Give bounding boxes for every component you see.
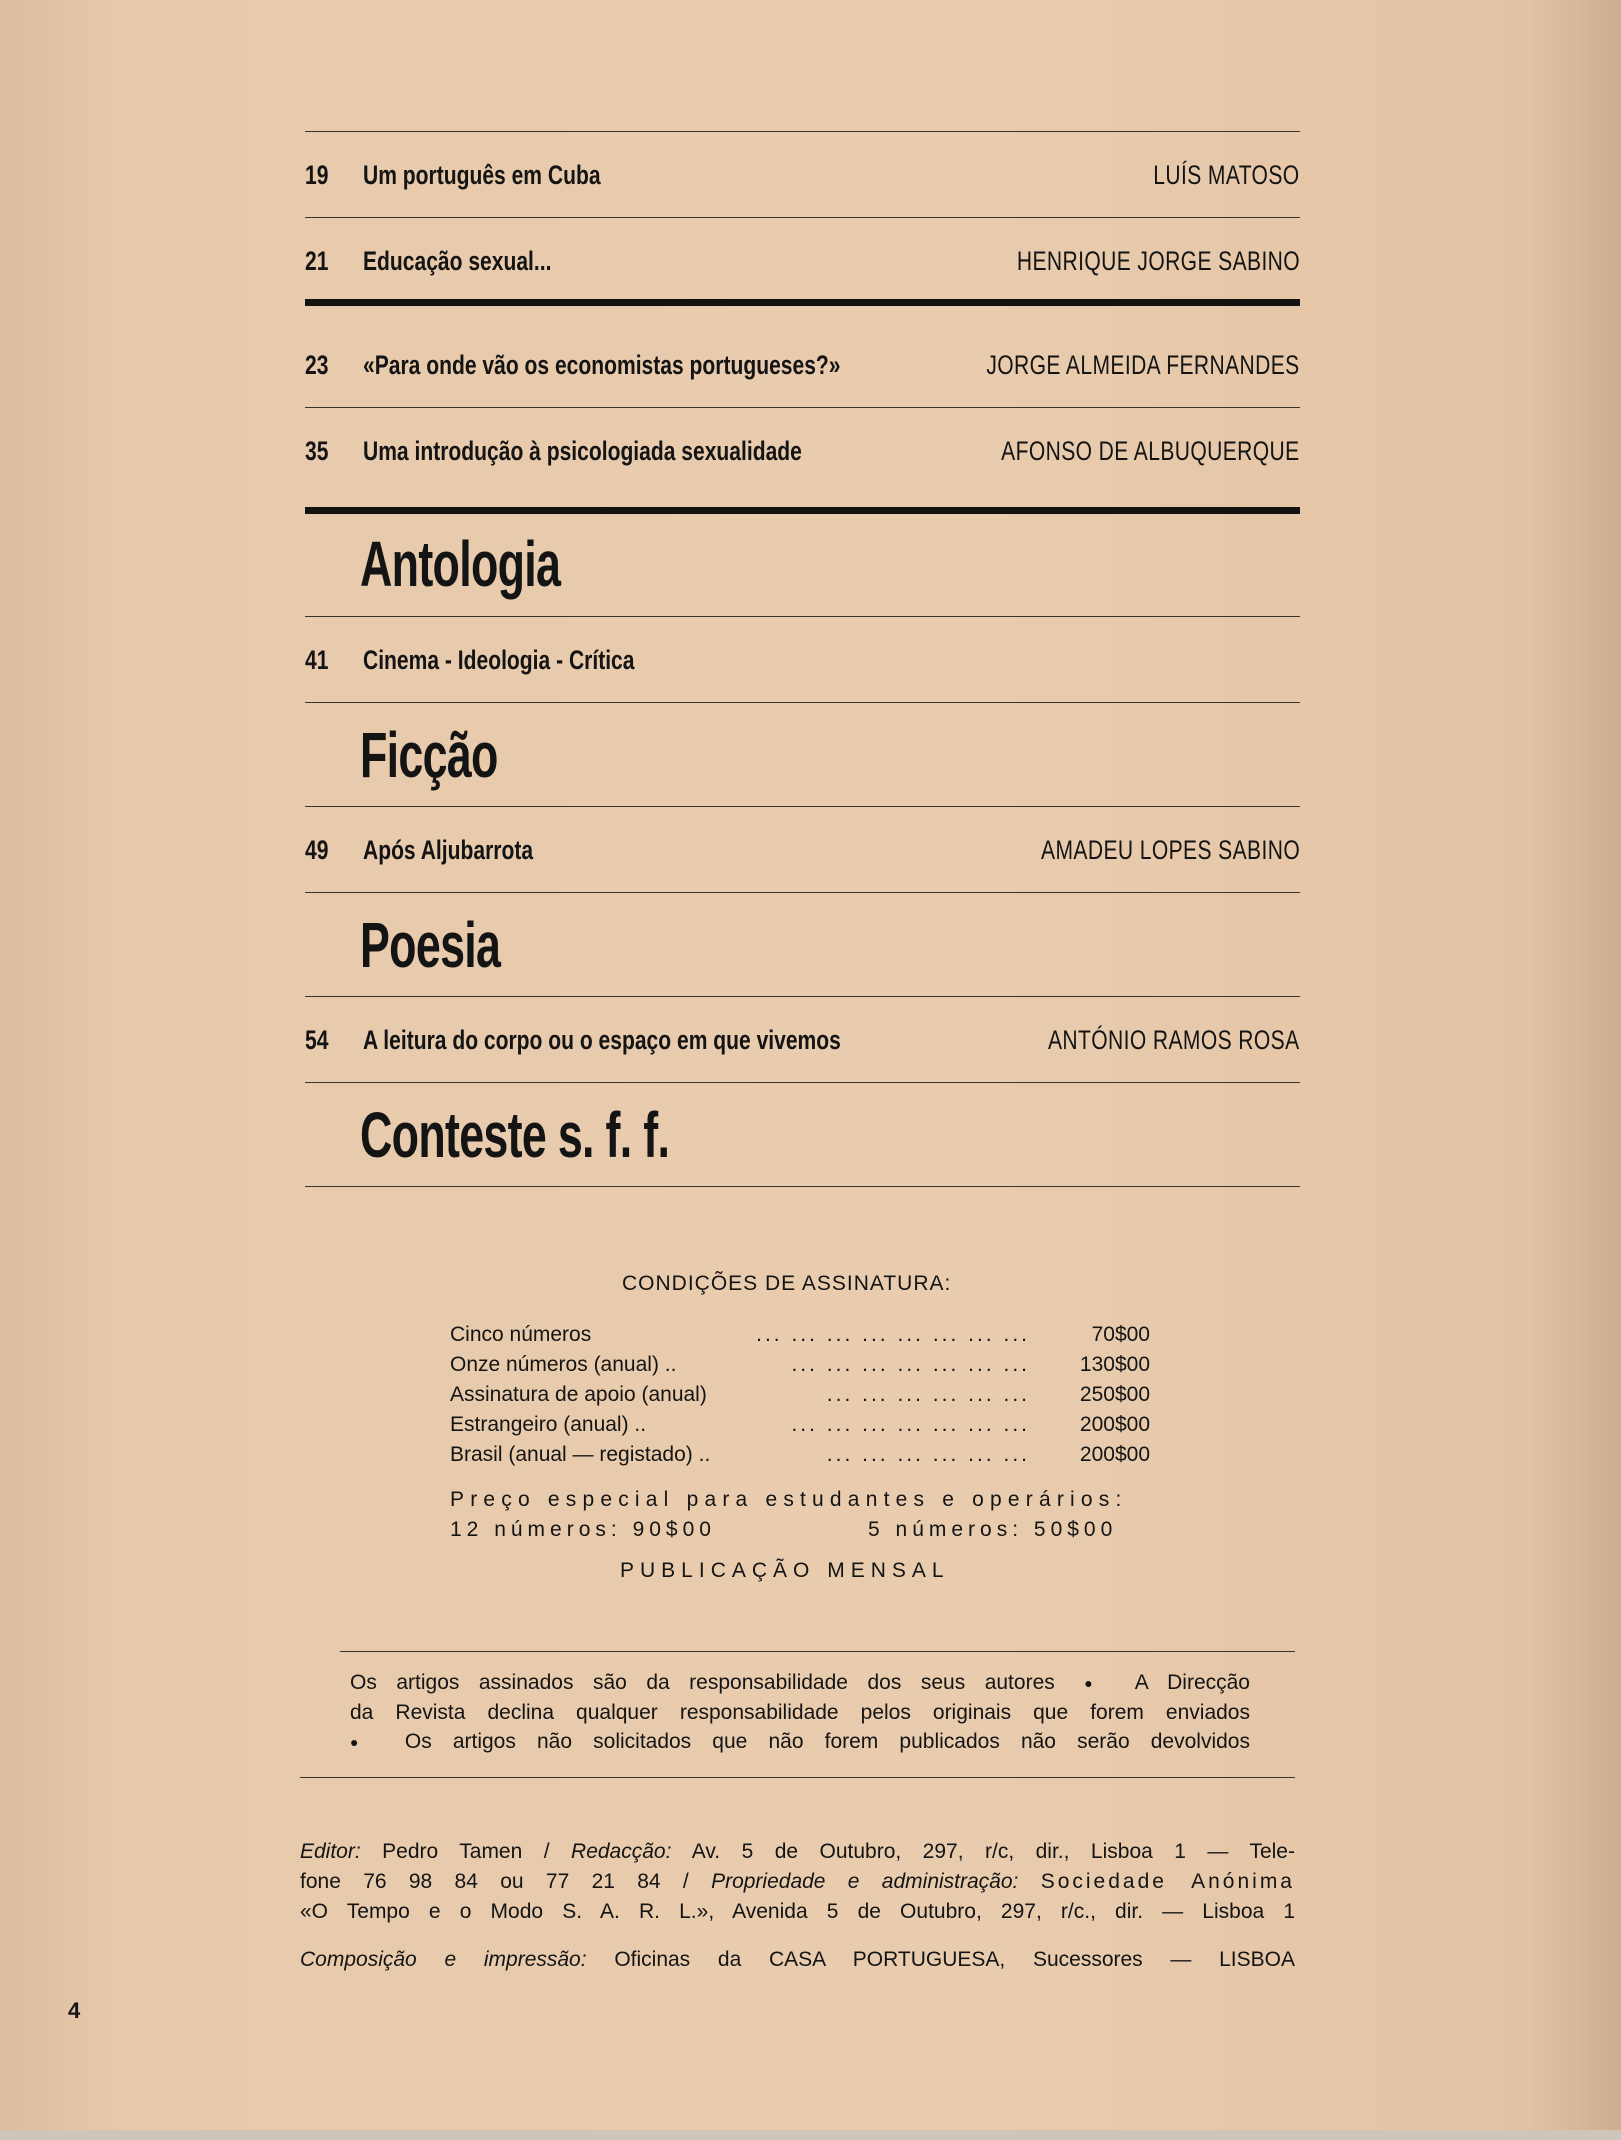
divider — [300, 1777, 1295, 1778]
toc-author: ANTÓNIO RAMOS ROSA — [1048, 1025, 1300, 1055]
toc-entry[interactable] — [305, 1020, 1300, 1060]
price-row — [450, 1320, 1150, 1350]
price-value: 130$00 — [1079, 1353, 1150, 1376]
toc-title: Educação sexual... — [363, 245, 552, 276]
notice-line: ● Os artigos não solicitados que não forem publicados não serão devolvidos — [350, 1729, 1250, 1753]
subscription-title: CONDIÇÕES DE ASSINATURA: — [622, 1272, 952, 1295]
toc-author: JORGE ALMEIDA FERNANDES — [986, 350, 1300, 380]
toc-entry[interactable] — [305, 345, 1300, 385]
editor-line: Composição e impressão: Oficinas da CASA PORTUGUESA, Sucessores — LISBOA — [300, 1948, 1295, 1971]
special-price-left: 12 números: 90$00 — [450, 1518, 716, 1541]
special-price-right: 5 números: 50$00 — [868, 1518, 1118, 1541]
section-heading-conteste: Conteste s. f. f. — [360, 1099, 670, 1171]
price-row — [450, 1380, 1150, 1410]
divider — [340, 1651, 1295, 1652]
price-value: 200$00 — [1079, 1413, 1150, 1436]
toc-title: A leitura do corpo ou o espaço em que vivemos — [363, 1024, 841, 1055]
toc-page-number: 49 — [305, 834, 329, 865]
toc-author: AMADEU LOPES SABINO — [1040, 835, 1300, 865]
notice-block — [350, 1668, 1250, 1757]
price-label: Assinatura de apoio (anual) — [450, 1383, 707, 1406]
toc-entry[interactable] — [305, 431, 1300, 471]
toc-title: Cinema - Ideologia - Crítica — [363, 644, 635, 675]
price-value: 200$00 — [1079, 1443, 1150, 1466]
price-label: Onze números (anual) .. — [450, 1353, 677, 1376]
top-rule — [305, 131, 1300, 132]
divider — [305, 616, 1300, 617]
divider — [305, 702, 1300, 703]
section-heading-poesia: Poesia — [360, 909, 501, 981]
thick-divider — [305, 299, 1300, 306]
price-row — [450, 1410, 1150, 1440]
price-label: Cinco números — [450, 1323, 592, 1346]
price-dots: ... ... ... ... ... ... — [826, 1443, 1030, 1466]
divider — [305, 892, 1300, 893]
toc-entry[interactable] — [305, 241, 1300, 281]
divider — [305, 407, 1300, 408]
price-dots: ... ... ... ... ... ... — [826, 1383, 1030, 1406]
toc-title: Após Aljubarrota — [363, 834, 534, 865]
notice-line: Os artigos assinados são da responsabilidade dos seus autores ● A Direcção — [350, 1671, 1250, 1694]
price-row — [450, 1440, 1150, 1470]
price-label: Estrangeiro (anual) .. — [450, 1413, 647, 1436]
editor-line: fone 76 98 84 ou 77 21 84 / Propriedade e administração: Sociedade Anónima — [300, 1870, 1295, 1893]
notice-line: da Revista declina qualquer responsabilidade pelos originais que forem enviados — [350, 1700, 1250, 1724]
page-number: 4 — [68, 1998, 81, 2023]
sheet-edge — [0, 2130, 1621, 2140]
price-dots: ... ... ... ... ... ... ... ... — [756, 1323, 1030, 1346]
divider — [305, 1186, 1300, 1187]
toc-page-number: 41 — [305, 644, 329, 675]
publication-frequency: PUBLICAÇÃO MENSAL — [620, 1559, 950, 1582]
special-price-line: Preço especial para estudantes e operários: — [450, 1488, 1128, 1511]
toc-title: Uma introdução à psicologiada sexualidade — [363, 435, 802, 466]
toc-entry[interactable] — [305, 155, 1300, 195]
divider — [305, 806, 1300, 807]
price-value: 70$00 — [1091, 1323, 1150, 1346]
editor-block — [300, 1837, 1295, 1975]
price-label: Brasil (anual — registado) .. — [450, 1443, 711, 1466]
thick-divider — [305, 507, 1300, 514]
toc-author: LUÍS MATOSO — [1153, 160, 1300, 190]
toc-author: AFONSO DE ALBUQUERQUE — [1001, 436, 1300, 466]
toc-page-number: 35 — [305, 435, 329, 466]
editor-line: «O Tempo e o Modo S. A. R. L.», Avenida 5 de Outubro, 297, r/c., dir. — Lisboa 1 — [300, 1900, 1295, 1923]
toc-author: HENRIQUE JORGE SABINO — [1016, 246, 1300, 276]
divider — [305, 1082, 1300, 1083]
section-heading-antologia: Antologia — [360, 528, 561, 600]
toc-entry[interactable] — [305, 640, 1300, 680]
divider — [305, 217, 1300, 218]
section-heading-ficcao: Ficção — [360, 719, 498, 791]
price-value: 250$00 — [1079, 1383, 1150, 1406]
toc-page-number: 54 — [305, 1024, 329, 1055]
price-dots: ... ... ... ... ... ... ... — [791, 1353, 1030, 1376]
price-row — [450, 1350, 1150, 1380]
toc-title: «Para onde vão os economistas portugueses?» — [363, 349, 841, 380]
bullet-icon: ● — [1084, 1674, 1107, 1691]
divider — [305, 996, 1300, 997]
bullet-icon: ● — [350, 1733, 374, 1750]
editor-line: Editor: Pedro Tamen / Redacção: Av. 5 de Outubro, 297, r/c, dir., Lisboa 1 — Tele- — [300, 1840, 1295, 1863]
toc-title: Um português em Cuba — [363, 159, 601, 190]
toc-page-number: 21 — [305, 245, 329, 276]
toc-entry[interactable] — [305, 830, 1300, 870]
toc-page-number: 19 — [305, 159, 329, 190]
toc-page-number: 23 — [305, 349, 329, 380]
price-dots: ... ... ... ... ... ... ... — [791, 1413, 1030, 1436]
